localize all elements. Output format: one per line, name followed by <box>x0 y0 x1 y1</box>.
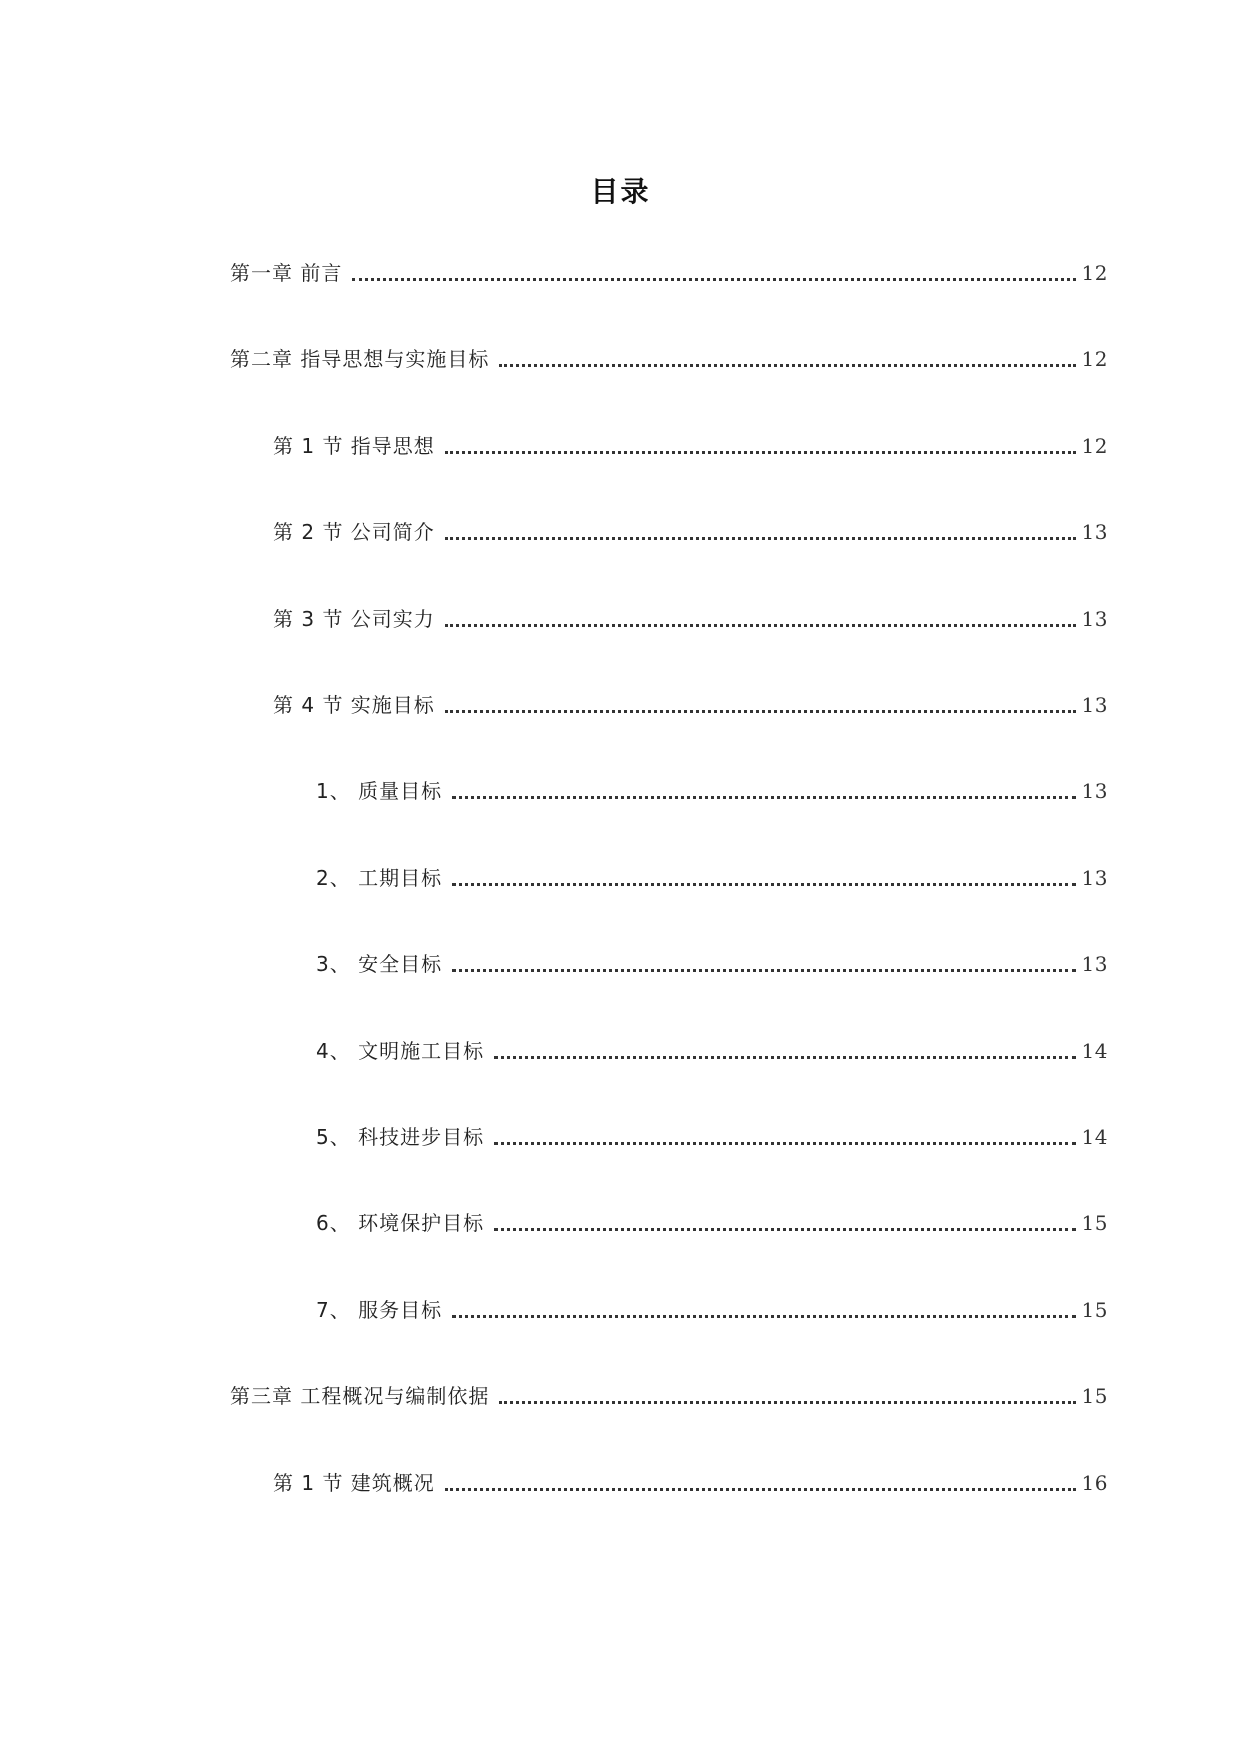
toc-entry-label: 4、 文明施工目标 <box>316 1038 485 1063</box>
toc-dot-leader <box>494 1036 1075 1066</box>
toc-dot-leader <box>445 604 1076 634</box>
toc-page-number: 15 <box>1081 1211 1108 1236</box>
toc-dot-leader <box>452 776 1075 806</box>
toc-entry-label: 第一章 前言 <box>230 261 343 285</box>
toc-entry-label: 第 4 节 实施目标 <box>273 693 435 717</box>
toc-dot-leader <box>445 1468 1076 1498</box>
toc-dot-leader <box>452 1295 1075 1325</box>
toc-page-number: 14 <box>1081 1038 1108 1063</box>
toc-entry[interactable] <box>316 949 1108 979</box>
toc-page-number: 13 <box>1081 693 1108 717</box>
toc-page-number: 12 <box>1081 261 1108 285</box>
toc-entry-label: 第 3 节 公司实力 <box>273 606 435 631</box>
toc-entry-label: 6、 环境保护目标 <box>316 1211 485 1236</box>
toc-entry[interactable] <box>316 776 1108 806</box>
toc-entry[interactable] <box>316 1295 1108 1325</box>
toc-entry[interactable] <box>230 344 1108 374</box>
toc-entry-label: 第三章 工程概况与编制依据 <box>230 1384 490 1409</box>
toc-entry[interactable] <box>230 258 1108 288</box>
toc-dot-leader <box>445 517 1076 547</box>
toc-entry[interactable] <box>316 1122 1108 1152</box>
toc-title: 目录 <box>590 175 651 208</box>
toc-entry[interactable] <box>316 863 1108 893</box>
toc-dot-leader <box>445 431 1076 461</box>
toc-entry[interactable] <box>273 604 1108 634</box>
toc-entry-label: 1、 质量目标 <box>316 779 443 804</box>
toc-entry-label: 2、 工期目标 <box>316 865 443 890</box>
toc-entry[interactable] <box>273 431 1108 461</box>
toc-entry-label: 7、 服务目标 <box>316 1297 443 1322</box>
toc-entry[interactable] <box>273 517 1108 547</box>
toc-dot-leader <box>494 1208 1075 1238</box>
toc-dot-leader <box>352 258 1075 288</box>
toc-page-number: 16 <box>1081 1470 1108 1495</box>
toc-dot-leader <box>499 344 1075 374</box>
toc-dot-leader <box>452 863 1075 893</box>
toc-entry-label: 第 1 节 建筑概况 <box>273 1470 435 1495</box>
toc-page-number: 14 <box>1081 1125 1108 1149</box>
toc-entry[interactable] <box>273 690 1108 720</box>
toc-page-number: 13 <box>1081 606 1108 631</box>
toc-entry-label: 3、 安全目标 <box>316 952 443 977</box>
toc-dot-leader <box>452 949 1075 979</box>
toc-page-number: 13 <box>1081 865 1108 890</box>
toc-entry-label: 第 2 节 公司简介 <box>273 520 435 545</box>
toc-entry[interactable] <box>273 1468 1108 1498</box>
toc-page-number: 15 <box>1081 1384 1108 1409</box>
toc-entry-label: 第 1 节 指导思想 <box>273 433 435 458</box>
toc-page-number: 12 <box>1081 433 1108 458</box>
toc-page-number: 12 <box>1081 347 1108 372</box>
toc-page-number: 13 <box>1081 779 1108 804</box>
toc-entry-label: 5、 科技进步目标 <box>316 1125 485 1149</box>
toc-entry-label: 第二章 指导思想与实施目标 <box>230 347 490 372</box>
toc-dot-leader <box>499 1381 1075 1411</box>
toc-dot-leader <box>445 690 1076 720</box>
toc-dot-leader <box>494 1122 1075 1152</box>
toc-entry[interactable] <box>316 1208 1108 1238</box>
toc-entry[interactable] <box>230 1381 1108 1411</box>
toc-page-number: 13 <box>1081 520 1108 545</box>
toc-page-number: 15 <box>1081 1297 1108 1322</box>
toc-entry[interactable] <box>316 1036 1108 1066</box>
toc-page-number: 13 <box>1081 952 1108 977</box>
